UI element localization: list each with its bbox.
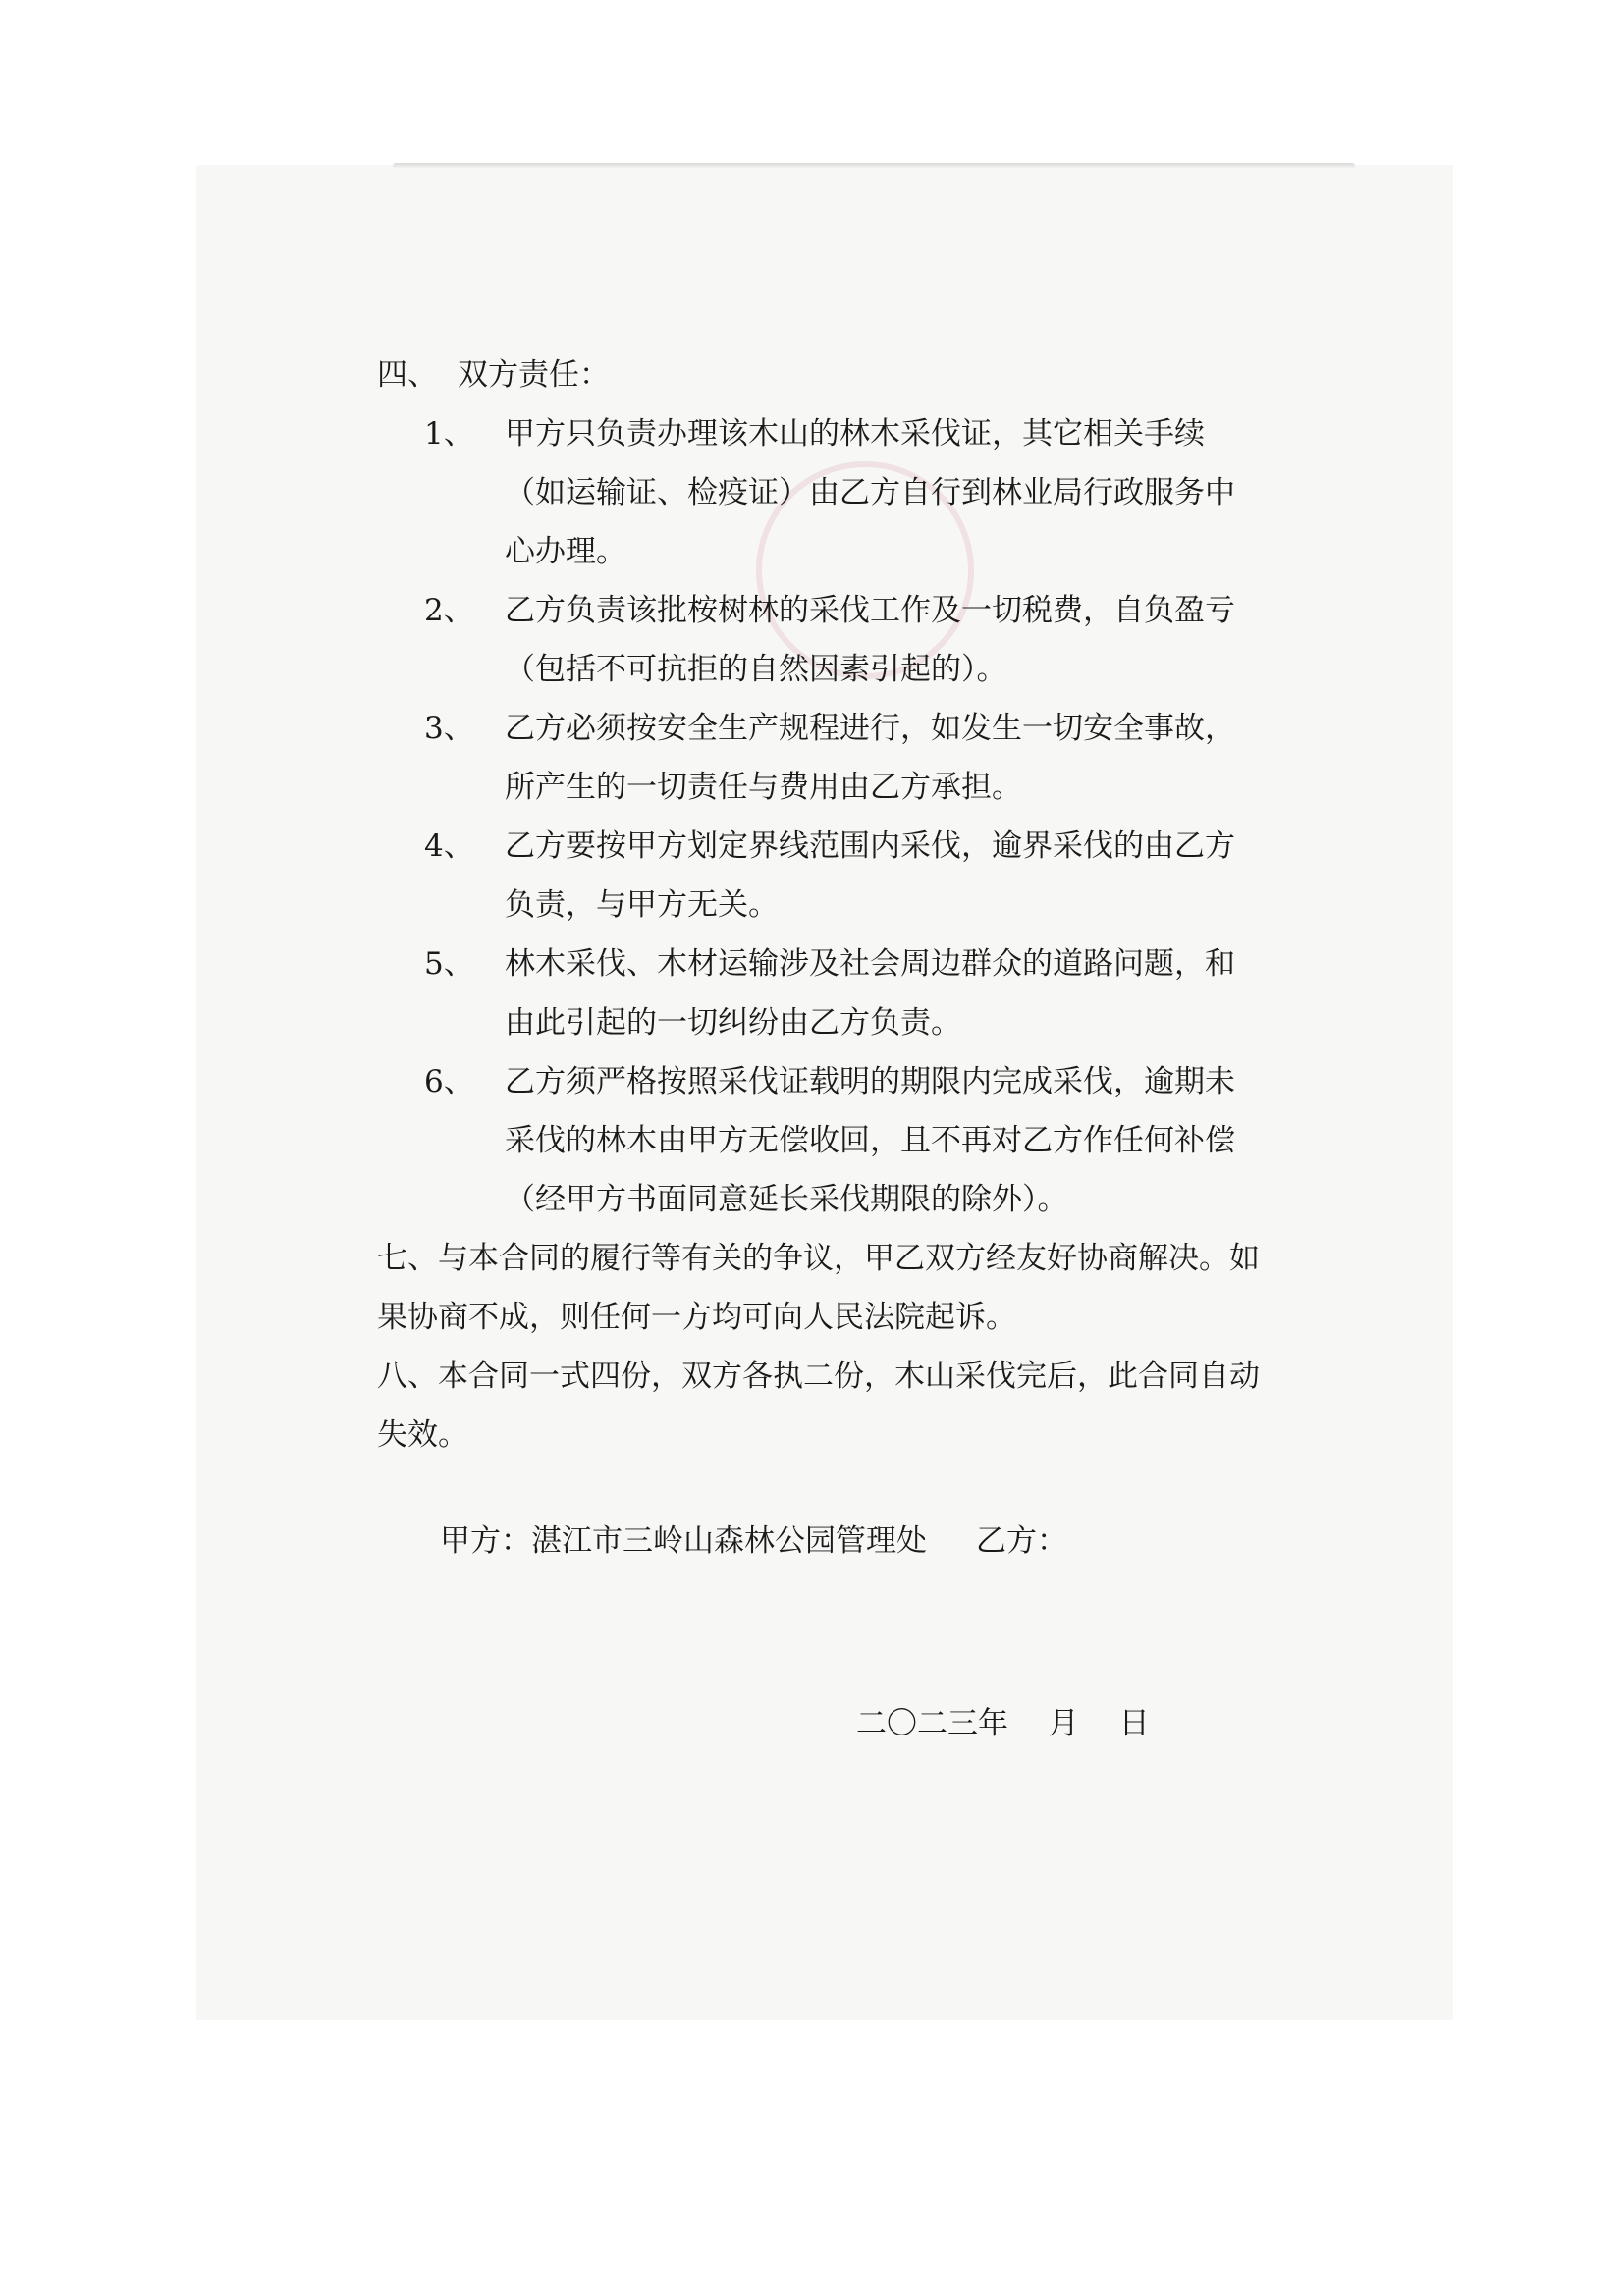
party-a-signature: 甲方：湛江市三岭山森林公园管理处 [440,1523,927,1559]
section-8-paragraph: 八、本合同一式四份，双方各执二份，木山采伐完后，此合同自动失效。 [377,1359,1260,1453]
item-number: 3、 [424,711,474,746]
contract-date: 二〇二三年 月 日 [856,1706,1150,1741]
list-item [377,1052,1261,1229]
scan-edge [393,163,1355,169]
item-text: 乙方须严格按照采伐证载明的期限内完成采伐，逾期未采伐的林木由甲方无偿收回，且不再对乙方作任何补偿（经甲方书面同意延长采伐期限的除外）。 [505,1064,1235,1217]
item-number: 1、 [424,416,474,452]
list-item [377,581,1261,699]
item-number: 4、 [424,828,474,864]
party-b-signature: 乙方： [976,1523,1067,1559]
item-text: 乙方负责该批桉树林的采伐工作及一切税费，自负盈亏（包括不可抗拒的自然因素引起的）。 [505,593,1235,687]
item-number: 5、 [424,946,474,982]
section-4-number: 四、 [377,357,438,393]
list-item [377,934,1261,1052]
section-4-heading [377,346,1261,404]
item-number: 2、 [424,593,474,628]
item-text: 乙方要按甲方划定界线范围内采伐，逾界采伐的由乙方负责，与甲方无关。 [505,828,1235,923]
signature-line [440,1512,1067,1571]
section-7-paragraph: 七、与本合同的履行等有关的争议，甲乙双方经友好协商解决。如果协商不成，则任何一方均可向人民法院起诉。 [377,1241,1260,1335]
item-text: 乙方必须按安全生产规程进行，如发生一切安全事故，所产生的一切责任与费用由乙方承担。 [505,711,1235,805]
item-number: 6、 [424,1064,474,1099]
list-item [377,404,1261,581]
contract-body [377,346,1261,1465]
item-text: 林木采伐、木材运输涉及社会周边群众的道路问题，和由此引起的一切纠纷由乙方负责。 [505,946,1235,1041]
section-4-title: 双方责任： [458,357,610,393]
list-item [377,817,1261,934]
item-text: 甲方只负责办理该木山的林木采伐证，其它相关手续（如运输证、检疫证）由乙方自行到林业局行政服务中心办理。 [505,416,1235,569]
list-item [377,699,1261,817]
